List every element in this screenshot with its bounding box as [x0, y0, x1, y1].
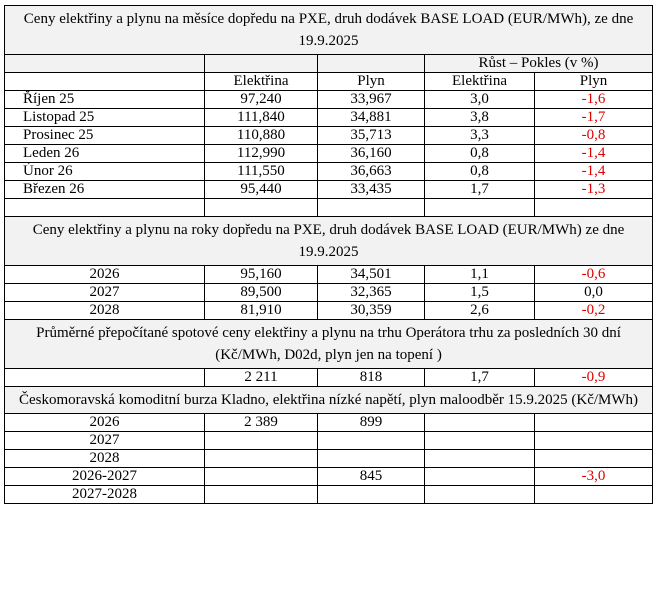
row-label: 2026	[5, 414, 205, 432]
growth-electricity: 0,8	[425, 163, 535, 181]
gas-price: 35,713	[318, 127, 425, 145]
row-label: 2028	[5, 450, 205, 468]
electricity-price: 111,550	[205, 163, 318, 181]
energy-prices-table	[4, 5, 653, 504]
row-label: 2027-2028	[5, 486, 205, 504]
growth-gas	[535, 486, 653, 504]
gas-price: 899	[318, 414, 425, 432]
table-row	[5, 163, 653, 181]
table-row	[5, 432, 653, 450]
section-title-kladno: Českomoravská komoditní burza Kladno, elektřina nízké napětí, plyn maloodběr 15.9.2025 (Kč/MWh)	[5, 387, 653, 414]
empty-cell	[535, 199, 653, 217]
growth-electricity	[425, 432, 535, 450]
electricity-price	[205, 486, 318, 504]
growth-electricity: 1,1	[425, 266, 535, 284]
growth-gas: -0,9	[535, 369, 653, 387]
growth-gas: -0,6	[535, 266, 653, 284]
electricity-price: 95,440	[205, 181, 318, 199]
growth-electricity	[425, 468, 535, 486]
electricity-price	[205, 432, 318, 450]
gas-price: 34,501	[318, 266, 425, 284]
row-label: Leden 26	[5, 145, 205, 163]
growth-gas: -1,4	[535, 163, 653, 181]
electricity-price: 97,240	[205, 91, 318, 109]
col-header-gas: Plyn	[318, 73, 425, 91]
row-label: Březen 26	[5, 181, 205, 199]
section-title-months: Ceny elektřiny a plynu na měsíce dopředu na PXE, druh dodávek BASE LOAD (EUR/MWh), ze dne 19.9.2025	[5, 6, 653, 55]
table-row	[5, 414, 653, 432]
gas-price: 30,359	[318, 302, 425, 320]
table-row	[5, 266, 653, 284]
row-label: 2026	[5, 266, 205, 284]
growth-gas: -1,3	[535, 181, 653, 199]
empty-cell	[5, 199, 205, 217]
empty-cell	[205, 199, 318, 217]
gas-price: 36,160	[318, 145, 425, 163]
growth-electricity: 1,7	[425, 369, 535, 387]
table-row	[5, 145, 653, 163]
table-row	[5, 284, 653, 302]
growth-gas: -0,8	[535, 127, 653, 145]
electricity-price: 2 389	[205, 414, 318, 432]
gas-price: 818	[318, 369, 425, 387]
table-row	[5, 109, 653, 127]
empty-cell	[318, 199, 425, 217]
growth-electricity	[425, 450, 535, 468]
growth-gas: -0,2	[535, 302, 653, 320]
growth-gas	[535, 450, 653, 468]
growth-gas: -1,7	[535, 109, 653, 127]
gas-price: 33,435	[318, 181, 425, 199]
row-label: Prosinec 25	[5, 127, 205, 145]
col-header-electricity: Elektřina	[205, 73, 318, 91]
table-row	[5, 486, 653, 504]
growth-gas	[535, 432, 653, 450]
table-row	[5, 181, 653, 199]
blank-row	[5, 199, 653, 217]
row-label: 2026-2027	[5, 468, 205, 486]
table-row	[5, 468, 653, 486]
table-row	[5, 91, 653, 109]
col-header-growth-gas: Plyn	[535, 73, 653, 91]
empty-cell	[318, 55, 425, 73]
growth-gas: -1,6	[535, 91, 653, 109]
electricity-price: 112,990	[205, 145, 318, 163]
growth-gas	[535, 414, 653, 432]
row-label: 2027	[5, 432, 205, 450]
empty-cell	[205, 55, 318, 73]
section-title-spot: Průměrné přepočítané spotové ceny elektřiny a plynu na trhu Operátora trhu za posledních 30 dní (Kč/MWh, D02d, plyn jen na topení )	[5, 320, 653, 369]
row-label: Říjen 25	[5, 91, 205, 109]
electricity-price: 89,500	[205, 284, 318, 302]
col-header-growth-electricity: Elektřina	[425, 73, 535, 91]
gas-price: 845	[318, 468, 425, 486]
row-label: Listopad 25	[5, 109, 205, 127]
empty-cell	[5, 73, 205, 91]
table-row	[5, 450, 653, 468]
electricity-price: 81,910	[205, 302, 318, 320]
section-title-years: Ceny elektřiny a plynu na roky dopředu na PXE, druh dodávek BASE LOAD (EUR/MWh) ze dne 19.9.2025	[5, 217, 653, 266]
row-label: 2027	[5, 284, 205, 302]
growth-electricity: 1,7	[425, 181, 535, 199]
row-label: Únor 26	[5, 163, 205, 181]
row-label	[5, 369, 205, 387]
growth-header: Růst – Pokles (v %)	[425, 55, 653, 73]
gas-price	[318, 432, 425, 450]
gas-price: 36,663	[318, 163, 425, 181]
electricity-price: 111,840	[205, 109, 318, 127]
growth-electricity	[425, 486, 535, 504]
growth-electricity: 1,5	[425, 284, 535, 302]
table-row	[5, 302, 653, 320]
gas-price: 32,365	[318, 284, 425, 302]
electricity-price	[205, 450, 318, 468]
empty-cell	[5, 55, 205, 73]
growth-electricity: 3,0	[425, 91, 535, 109]
growth-gas: 0,0	[535, 284, 653, 302]
growth-electricity: 2,6	[425, 302, 535, 320]
gas-price: 33,967	[318, 91, 425, 109]
electricity-price	[205, 468, 318, 486]
gas-price: 34,881	[318, 109, 425, 127]
growth-gas: -3,0	[535, 468, 653, 486]
growth-electricity: 3,3	[425, 127, 535, 145]
table-row	[5, 127, 653, 145]
row-label: 2028	[5, 302, 205, 320]
table-row	[5, 369, 653, 387]
gas-price	[318, 450, 425, 468]
growth-electricity: 3,8	[425, 109, 535, 127]
gas-price	[318, 486, 425, 504]
electricity-price: 110,880	[205, 127, 318, 145]
empty-cell	[425, 199, 535, 217]
electricity-price: 95,160	[205, 266, 318, 284]
growth-electricity	[425, 414, 535, 432]
growth-electricity: 0,8	[425, 145, 535, 163]
electricity-price: 2 211	[205, 369, 318, 387]
growth-gas: -1,4	[535, 145, 653, 163]
